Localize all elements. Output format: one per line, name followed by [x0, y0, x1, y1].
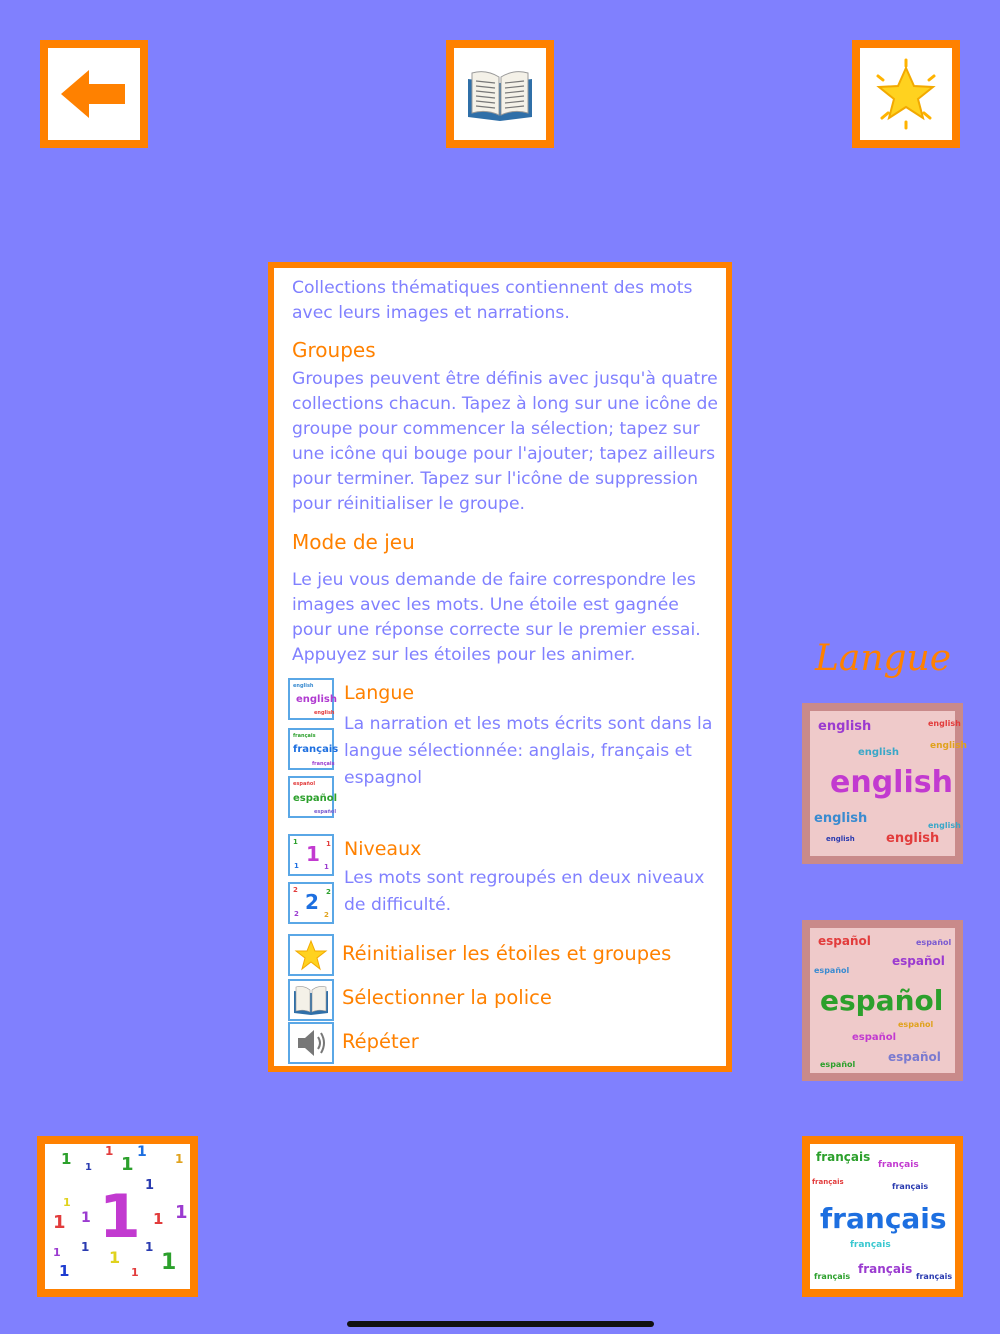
star-icon	[290, 936, 332, 974]
francais-thumbnail: français français français	[288, 728, 334, 770]
level-tile[interactable]: 1 1 1 1 1 1 1 1 1 1 1 1 1 1 1 1 1 1 1 1	[37, 1136, 198, 1297]
book-thumbnail	[288, 979, 334, 1021]
game-mode-text: Le jeu vous demande de faire correspondre les images avec les mots. Une étoile est gagnée pour une réponse correcte sur le premier essai. Appuyez sur les étoiles pour les animer.	[292, 570, 701, 665]
language-heading: Langue	[344, 682, 415, 704]
groups-text: Groupes peuvent être définis avec jusqu'à quatre collections chacun. Tapez à long sur une icône de groupe pour commencer la sélection; tapez sur une icône qui bouge pour l'ajouter; tapez ailleurs pour terminer. Tapez sur l'icône de suppression pour réinitialiser le groupe.	[292, 369, 718, 514]
speaker-icon	[290, 1024, 332, 1062]
arrow-left-icon	[59, 68, 129, 120]
levels-heading: Niveaux	[344, 838, 422, 860]
language-section-heading: Langue	[814, 638, 952, 679]
glowing-star-icon	[870, 58, 942, 130]
reset-stars-button[interactable]	[852, 40, 960, 148]
help-panel	[268, 262, 732, 1072]
level-one-thumbnail: 1 1 1 1 1	[288, 834, 334, 876]
repeat-label: Répéter	[342, 1030, 419, 1053]
home-indicator[interactable]	[347, 1321, 654, 1327]
reset-stars-label: Réinitialiser les étoiles et groupes	[342, 942, 672, 965]
francais-language-tile[interactable]: français français français français français français français français français	[802, 1136, 963, 1297]
espanol-thumbnail: español español español	[288, 776, 334, 818]
speaker-thumbnail	[288, 1022, 334, 1064]
english-thumbnail: english english english	[288, 678, 334, 720]
select-font-label: Sélectionner la police	[342, 986, 552, 1009]
groups-heading: Groupes	[292, 338, 376, 362]
language-text: La narration et les mots écrits sont dans la langue sélectionnée: anglais, français et espagnol	[344, 714, 713, 788]
star-thumbnail	[288, 934, 334, 976]
help-intro: Collections thématiques contiennent des mots avec leurs images et narrations.	[292, 278, 693, 323]
game-mode-heading: Mode de jeu	[292, 530, 415, 554]
open-book-icon	[464, 65, 536, 123]
espanol-language-tile[interactable]: español español español español español español español español español	[802, 920, 963, 1081]
book-icon	[290, 981, 332, 1019]
back-button[interactable]	[40, 40, 148, 148]
levels-text: Les mots sont regroupés en deux niveaux de difficulté.	[344, 868, 705, 915]
level-two-thumbnail: 2 2 2 2 2	[288, 882, 334, 924]
font-select-button[interactable]	[446, 40, 554, 148]
english-language-tile[interactable]: english english english english english english english english english	[802, 703, 963, 864]
